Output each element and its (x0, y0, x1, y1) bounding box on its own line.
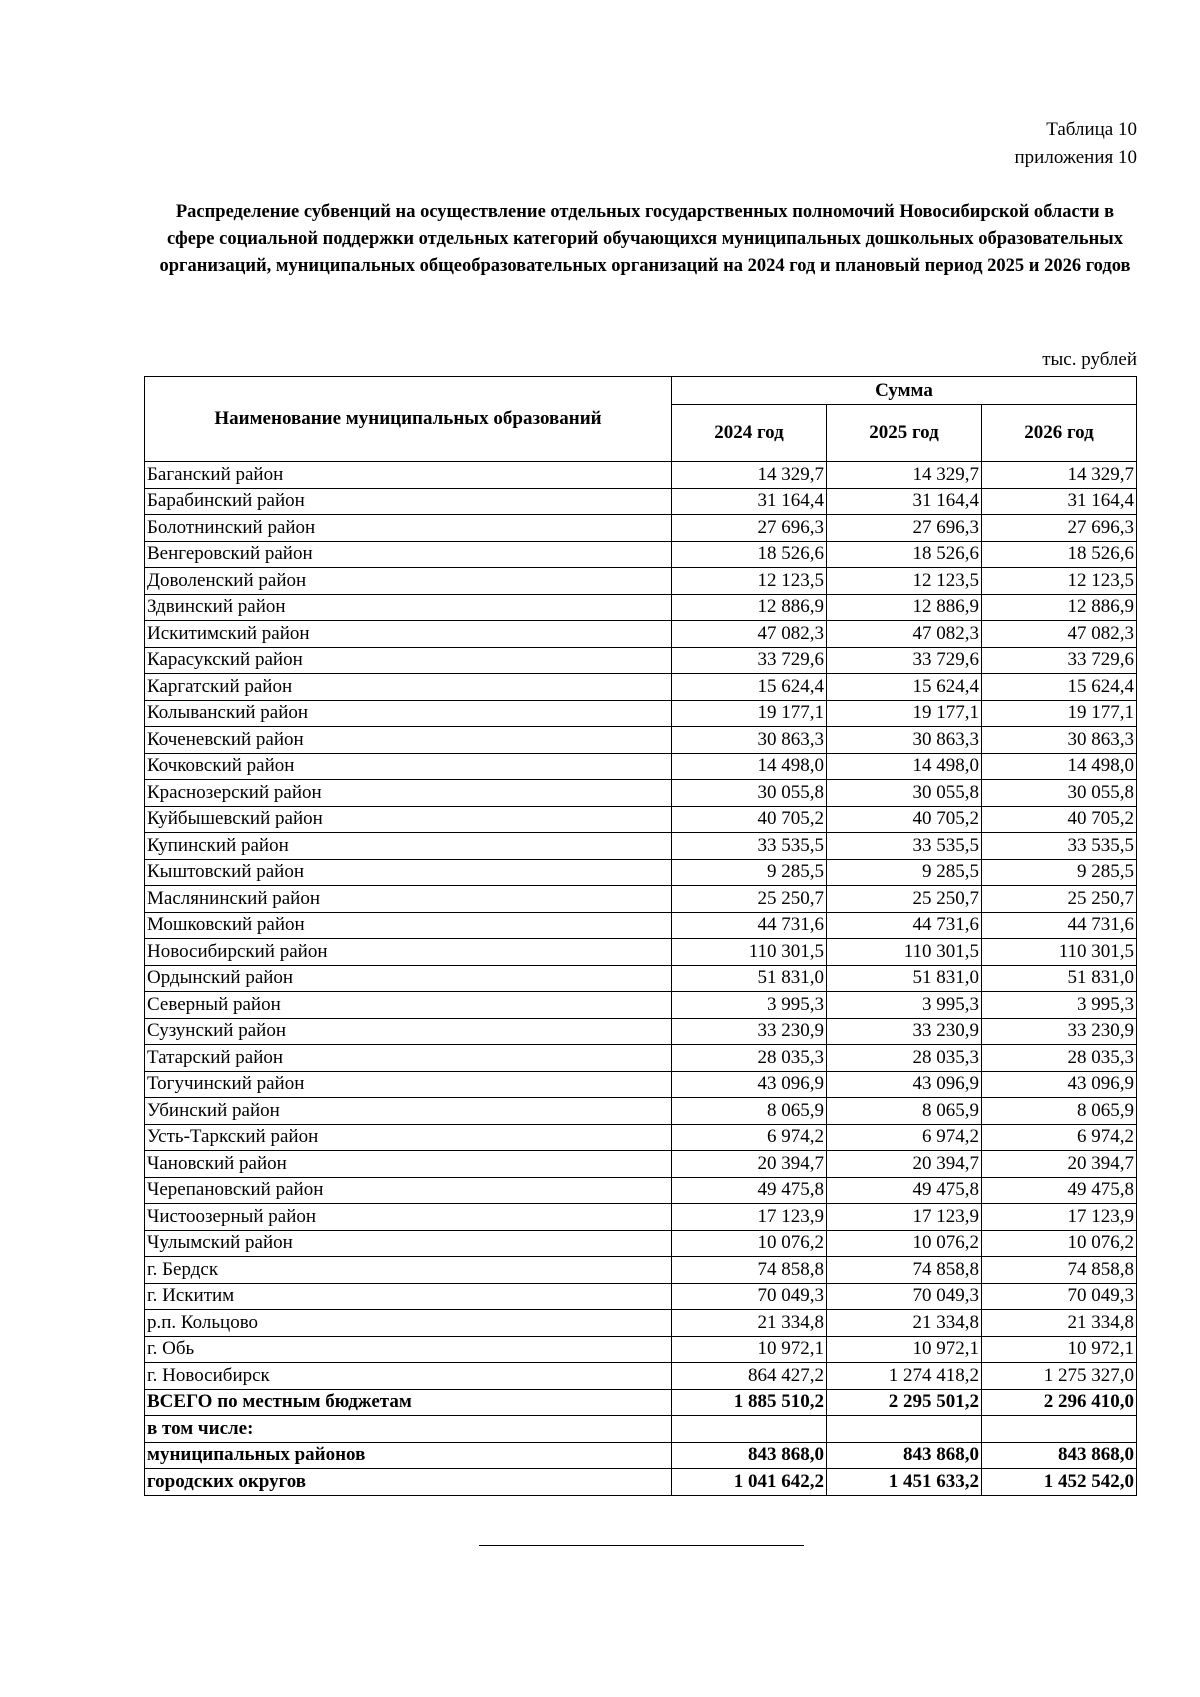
amount-cell: 28 035,3 (827, 1045, 982, 1072)
table-row (145, 859, 1137, 886)
amount-cell: 18 526,6 (672, 541, 827, 568)
header-municipality: Наименование муниципальных образований (145, 377, 672, 462)
municipality-name: Доволенский район (145, 568, 672, 595)
amount-cell: 33 535,5 (672, 833, 827, 860)
municipality-name: г. Бердск (145, 1257, 672, 1284)
municipality-name: Ордынский район (145, 965, 672, 992)
amount-cell: 843 868,0 (982, 1442, 1137, 1469)
amount-cell: 10 972,1 (982, 1336, 1137, 1363)
table-row (145, 1469, 1137, 1496)
table-row (145, 1151, 1137, 1178)
amount-cell: 31 164,4 (672, 488, 827, 515)
amount-cell: 15 624,4 (982, 674, 1137, 701)
table-row (145, 1442, 1137, 1469)
amount-cell: 31 164,4 (827, 488, 982, 515)
amount-cell: 14 498,0 (982, 753, 1137, 780)
table-row (145, 965, 1137, 992)
municipality-name: р.п. Кольцово (145, 1310, 672, 1337)
amount-cell: 70 049,3 (672, 1283, 827, 1310)
municipality-name: Здвинский район (145, 594, 672, 621)
table-row (145, 939, 1137, 966)
subvention-table (144, 376, 1137, 1496)
amount-cell: 3 995,3 (827, 992, 982, 1019)
amount-cell: 14 329,7 (982, 462, 1137, 489)
table-row (145, 1257, 1137, 1284)
municipality-name: Чановский район (145, 1151, 672, 1178)
table-row (145, 462, 1137, 489)
amount-cell: 9 285,5 (827, 859, 982, 886)
table-reference (1015, 116, 1137, 172)
table-row (145, 727, 1137, 754)
amount-cell: 27 696,3 (827, 515, 982, 542)
table-row (145, 1177, 1137, 1204)
amount-cell: 12 886,9 (982, 594, 1137, 621)
amount-cell: 30 055,8 (827, 780, 982, 807)
amount-cell: 25 250,7 (982, 886, 1137, 913)
amount-cell: 110 301,5 (982, 939, 1137, 966)
municipality-name: Кыштовский район (145, 859, 672, 886)
amount-cell: 21 334,8 (827, 1310, 982, 1337)
municipality-name: Барабинский район (145, 488, 672, 515)
amount-cell: 1 451 633,2 (827, 1469, 982, 1496)
amount-cell: 12 886,9 (672, 594, 827, 621)
amount-cell: 1 452 542,0 (982, 1469, 1137, 1496)
amount-cell: 14 329,7 (672, 462, 827, 489)
amount-cell: 8 065,9 (982, 1098, 1137, 1125)
amount-cell: 40 705,2 (672, 806, 827, 833)
amount-cell: 33 230,9 (827, 1018, 982, 1045)
amount-cell: 49 475,8 (827, 1177, 982, 1204)
table-row (145, 1045, 1137, 1072)
table-row (145, 515, 1137, 542)
header-sum: Сумма (672, 377, 1137, 405)
end-divider (479, 1545, 804, 1546)
units-label: тыс. рублей (1042, 349, 1137, 370)
document-title: Распределение субвенций на осуществление отдельных государственных полномочий Новосибирской области в сфере социальной поддержки отдельных категорий обучающихся муниципальных дошкольных образовательных организаций, муниципальных общеобразовательных организаций на 2024 год и плановый период 2025 и 2026 годов (159, 202, 1131, 276)
municipality-name: муниципальных районов (145, 1442, 672, 1469)
amount-cell: 1 041 642,2 (672, 1469, 827, 1496)
table-row (145, 1018, 1137, 1045)
municipality-name: Каргатский район (145, 674, 672, 701)
amount-cell: 12 886,9 (827, 594, 982, 621)
table-row (145, 621, 1137, 648)
amount-cell: 14 329,7 (827, 462, 982, 489)
amount-cell: 25 250,7 (672, 886, 827, 913)
amount-cell: 44 731,6 (827, 912, 982, 939)
amount-cell: 20 394,7 (672, 1151, 827, 1178)
amount-cell: 20 394,7 (982, 1151, 1137, 1178)
amount-cell: 15 624,4 (827, 674, 982, 701)
amount-cell (982, 1416, 1137, 1443)
table-row (145, 700, 1137, 727)
amount-cell: 17 123,9 (982, 1204, 1137, 1231)
amount-cell: 33 729,6 (672, 647, 827, 674)
table-row (145, 912, 1137, 939)
amount-cell: 47 082,3 (672, 621, 827, 648)
amount-cell: 10 972,1 (827, 1336, 982, 1363)
municipality-name: Усть-Таркский район (145, 1124, 672, 1151)
amount-cell: 8 065,9 (672, 1098, 827, 1125)
amount-cell (827, 1416, 982, 1443)
municipality-name: г. Искитим (145, 1283, 672, 1310)
header-year-2025: 2025 год (827, 405, 982, 462)
municipality-name: Чистоозерный район (145, 1204, 672, 1231)
amount-cell: 12 123,5 (827, 568, 982, 595)
table-row (145, 1124, 1137, 1151)
table-row (145, 1336, 1137, 1363)
municipality-name: Татарский район (145, 1045, 672, 1072)
municipality-name: Кочковский район (145, 753, 672, 780)
amount-cell: 43 096,9 (827, 1071, 982, 1098)
municipality-name: Тогучинский район (145, 1071, 672, 1098)
amount-cell: 864 427,2 (672, 1363, 827, 1390)
municipality-name: в том числе: (145, 1416, 672, 1443)
municipality-name: Сузунский район (145, 1018, 672, 1045)
amount-cell: 2 295 501,2 (827, 1389, 982, 1416)
amount-cell: 33 729,6 (827, 647, 982, 674)
amount-cell: 17 123,9 (672, 1204, 827, 1231)
amount-cell: 18 526,6 (827, 541, 982, 568)
amount-cell: 31 164,4 (982, 488, 1137, 515)
amount-cell: 28 035,3 (982, 1045, 1137, 1072)
table-row (145, 1230, 1137, 1257)
amount-cell: 10 076,2 (672, 1230, 827, 1257)
table-row (145, 488, 1137, 515)
amount-cell: 49 475,8 (672, 1177, 827, 1204)
amount-cell: 51 831,0 (827, 965, 982, 992)
table-row (145, 992, 1137, 1019)
amount-cell: 74 858,8 (982, 1257, 1137, 1284)
amount-cell: 10 076,2 (982, 1230, 1137, 1257)
municipality-name: Краснозерский район (145, 780, 672, 807)
amount-cell: 33 230,9 (982, 1018, 1137, 1045)
amount-cell: 19 177,1 (982, 700, 1137, 727)
amount-cell: 1 274 418,2 (827, 1363, 982, 1390)
amount-cell: 47 082,3 (827, 621, 982, 648)
table-row (145, 541, 1137, 568)
municipality-name: Северный район (145, 992, 672, 1019)
table-row (145, 1389, 1137, 1416)
table-row (145, 753, 1137, 780)
municipality-name: Маслянинский район (145, 886, 672, 913)
amount-cell: 18 526,6 (982, 541, 1137, 568)
table-row (145, 833, 1137, 860)
amount-cell: 9 285,5 (982, 859, 1137, 886)
municipality-name: Искитимский район (145, 621, 672, 648)
amount-cell: 33 535,5 (982, 833, 1137, 860)
amount-cell: 51 831,0 (982, 965, 1137, 992)
amount-cell: 74 858,8 (827, 1257, 982, 1284)
amount-cell: 40 705,2 (827, 806, 982, 833)
amount-cell: 2 296 410,0 (982, 1389, 1137, 1416)
table-row (145, 1204, 1137, 1231)
amount-cell: 20 394,7 (827, 1151, 982, 1178)
amount-cell: 12 123,5 (982, 568, 1137, 595)
amount-cell: 70 049,3 (827, 1283, 982, 1310)
table-row (145, 780, 1137, 807)
amount-cell: 3 995,3 (982, 992, 1137, 1019)
municipality-name: городских округов (145, 1469, 672, 1496)
municipality-name: ВСЕГО по местным бюджетам (145, 1389, 672, 1416)
amount-cell: 12 123,5 (672, 568, 827, 595)
amount-cell: 33 230,9 (672, 1018, 827, 1045)
table-row (145, 1363, 1137, 1390)
table-row (145, 886, 1137, 913)
table-row (145, 1071, 1137, 1098)
amount-cell: 110 301,5 (672, 939, 827, 966)
table-row (145, 1098, 1137, 1125)
amount-cell (672, 1416, 827, 1443)
municipality-name: Колыванский район (145, 700, 672, 727)
amount-cell: 47 082,3 (982, 621, 1137, 648)
amount-cell: 43 096,9 (982, 1071, 1137, 1098)
municipality-name: Коченевский район (145, 727, 672, 754)
amount-cell: 19 177,1 (672, 700, 827, 727)
municipality-name: Баганский район (145, 462, 672, 489)
amount-cell: 30 863,3 (827, 727, 982, 754)
table-row (145, 568, 1137, 595)
amount-cell: 17 123,9 (827, 1204, 982, 1231)
amount-cell: 21 334,8 (982, 1310, 1137, 1337)
amount-cell: 14 498,0 (672, 753, 827, 780)
amount-cell: 74 858,8 (672, 1257, 827, 1284)
municipality-name: Карасукский район (145, 647, 672, 674)
amount-cell: 3 995,3 (672, 992, 827, 1019)
amount-cell: 30 055,8 (672, 780, 827, 807)
municipality-name: Мошковский район (145, 912, 672, 939)
amount-cell: 843 868,0 (827, 1442, 982, 1469)
amount-cell: 27 696,3 (982, 515, 1137, 542)
municipality-name: Убинский район (145, 1098, 672, 1125)
header-year-2026: 2026 год (982, 405, 1137, 462)
table-row (145, 674, 1137, 701)
amount-cell: 43 096,9 (672, 1071, 827, 1098)
amount-cell: 8 065,9 (827, 1098, 982, 1125)
amount-cell: 15 624,4 (672, 674, 827, 701)
amount-cell: 19 177,1 (827, 700, 982, 727)
amount-cell: 1 885 510,2 (672, 1389, 827, 1416)
amount-cell: 70 049,3 (982, 1283, 1137, 1310)
amount-cell: 33 535,5 (827, 833, 982, 860)
amount-cell: 44 731,6 (982, 912, 1137, 939)
amount-cell: 30 055,8 (982, 780, 1137, 807)
amount-cell: 30 863,3 (672, 727, 827, 754)
amount-cell: 49 475,8 (982, 1177, 1137, 1204)
amount-cell: 10 076,2 (827, 1230, 982, 1257)
municipality-name: Куйбышевский район (145, 806, 672, 833)
table-row (145, 1416, 1137, 1443)
table-row (145, 647, 1137, 674)
municipality-name: Черепановский район (145, 1177, 672, 1204)
amount-cell: 6 974,2 (672, 1124, 827, 1151)
appendix-number: приложения 10 (1014, 147, 1137, 168)
municipality-name: г. Новосибирск (145, 1363, 672, 1390)
amount-cell: 51 831,0 (672, 965, 827, 992)
municipality-name: Новосибирский район (145, 939, 672, 966)
table-row (145, 1283, 1137, 1310)
amount-cell: 10 972,1 (672, 1336, 827, 1363)
municipality-name: Венгеровский район (145, 541, 672, 568)
amount-cell: 33 729,6 (982, 647, 1137, 674)
table-row (145, 806, 1137, 833)
amount-cell: 6 974,2 (982, 1124, 1137, 1151)
amount-cell: 28 035,3 (672, 1045, 827, 1072)
amount-cell: 25 250,7 (827, 886, 982, 913)
header-year-2024: 2024 год (672, 405, 827, 462)
amount-cell: 843 868,0 (672, 1442, 827, 1469)
table-row (145, 1310, 1137, 1337)
municipality-name: Болотнинский район (145, 515, 672, 542)
municipality-name: Чулымский район (145, 1230, 672, 1257)
table-body (145, 462, 1137, 1496)
amount-cell: 21 334,8 (672, 1310, 827, 1337)
amount-cell: 1 275 327,0 (982, 1363, 1137, 1390)
amount-cell: 6 974,2 (827, 1124, 982, 1151)
amount-cell: 110 301,5 (827, 939, 982, 966)
amount-cell: 14 498,0 (827, 753, 982, 780)
amount-cell: 30 863,3 (982, 727, 1137, 754)
amount-cell: 27 696,3 (672, 515, 827, 542)
municipality-name: г. Обь (145, 1336, 672, 1363)
amount-cell: 9 285,5 (672, 859, 827, 886)
table-number: Таблица 10 (1046, 119, 1137, 140)
amount-cell: 44 731,6 (672, 912, 827, 939)
municipality-name: Купинский район (145, 833, 672, 860)
amount-cell: 40 705,2 (982, 806, 1137, 833)
table-row (145, 594, 1137, 621)
